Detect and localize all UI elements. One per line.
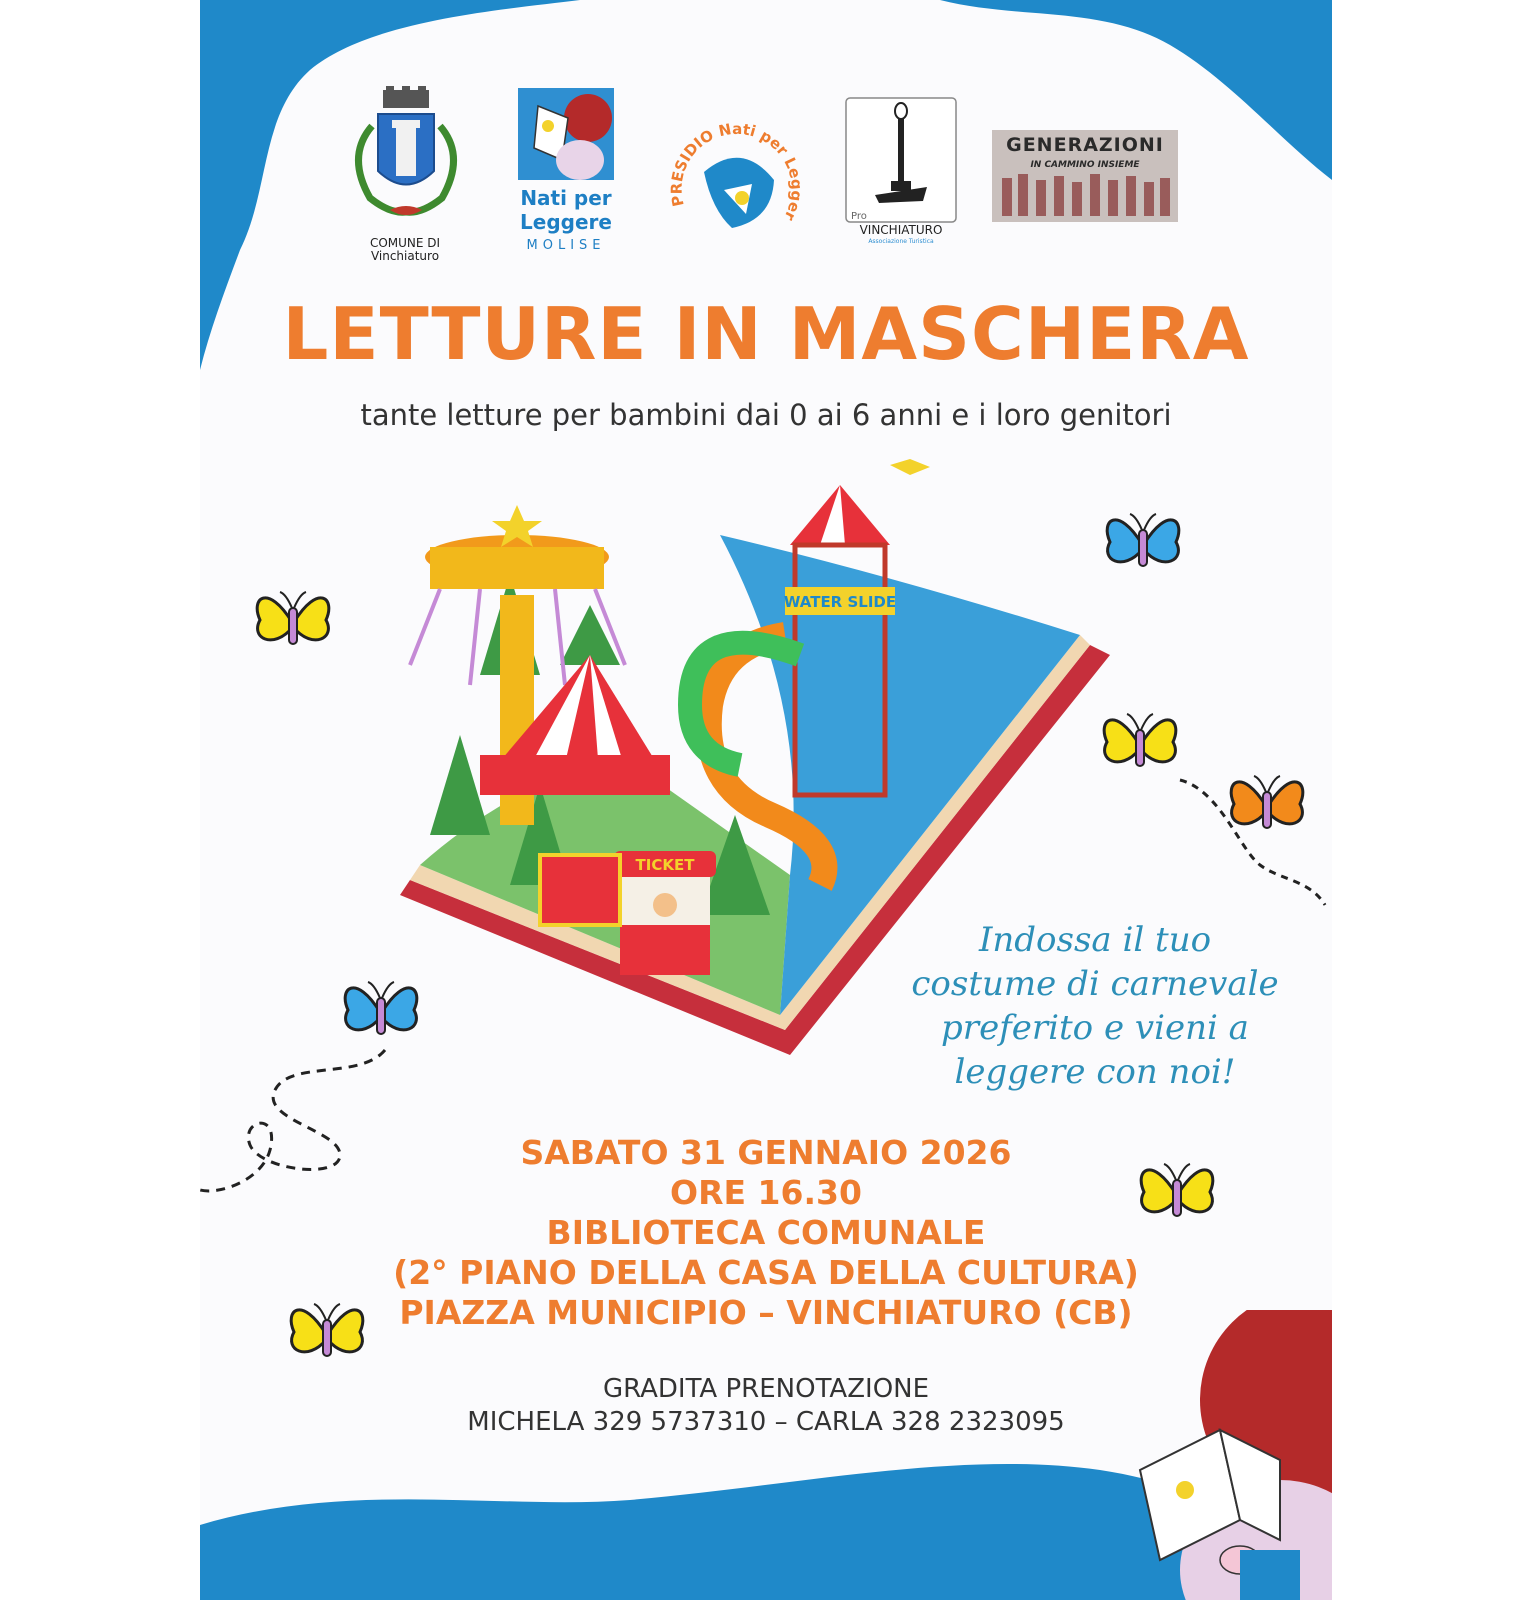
event-address: PIAZZA MUNICIPIO – VINCHIATURO (CB) — [399, 1293, 1133, 1332]
generazioni-title: GENERAZIONI — [1006, 134, 1164, 156]
generazioni-logo — [992, 130, 1178, 222]
event-time: ORE 16.30 — [670, 1173, 862, 1212]
booking-label: GRADITA PRENOTAZIONE — [602, 1374, 930, 1404]
proloco-sub: Associazione Turistica — [868, 238, 934, 245]
npl-line1: Nati per — [520, 186, 612, 210]
water-slide-sign: WATER SLIDE — [783, 593, 897, 611]
proloco-prefix: Pro — [851, 211, 867, 222]
invite-line-1: Indossa il tuo — [978, 920, 1212, 960]
booking-contacts: MICHELA 329 5737310 – CARLA 328 2323095 — [467, 1407, 1065, 1437]
generazioni-subtitle: IN CAMMINO INSIEME — [1030, 160, 1140, 170]
town-crest-icon — [340, 86, 470, 236]
butterfly-icon — [336, 968, 426, 1058]
event-poster — [200, 0, 1332, 1600]
butterfly-blue-left — [336, 968, 426, 1062]
npl-line2: Leggere — [520, 210, 612, 234]
invite-line-3: preferito e vieni a — [941, 1008, 1249, 1048]
butterfly-icon — [1098, 500, 1188, 590]
presidio-badge-icon — [662, 110, 812, 240]
event-details — [200, 1133, 1332, 1333]
comune-vinchiaturo-logo — [340, 86, 470, 266]
presidio-arc-text: PRESIDIO Nati per Legger — [667, 119, 806, 224]
butterfly-icon — [1095, 700, 1185, 790]
poster-subtitle: tante letture per bambini dai 0 ai 6 anni e i loro genitori — [360, 398, 1172, 432]
butterfly-blue-top-right — [1098, 500, 1188, 594]
comune-caption-line2: Vinchiaturo — [370, 249, 440, 263]
proloco-name: VINCHIATURO — [859, 223, 943, 237]
event-date: SABATO 31 GENNAIO 2026 — [520, 1133, 1012, 1172]
costume-invitation — [900, 918, 1290, 1094]
butterfly-icon — [248, 578, 338, 668]
reading-child-illustration — [1130, 1310, 1332, 1600]
nati-per-leggere-molise-logo — [512, 88, 620, 258]
event-venue: BIBLIOTECA COMUNALE — [546, 1213, 986, 1252]
butterfly-orange-right — [1222, 762, 1312, 856]
poster-title: LETTURE IN MASCHERA — [282, 292, 1250, 376]
presidio-npl-logo — [662, 110, 812, 240]
butterfly-yellow-left — [248, 578, 338, 672]
ticket-sign: TICKET — [635, 856, 695, 874]
butterfly-yellow-right — [1095, 700, 1185, 794]
invite-line-2: costume di carnevale — [911, 964, 1279, 1004]
npl-reader-icon — [518, 88, 614, 180]
comune-caption-line1: COMUNE DI — [369, 236, 441, 250]
pro-loco-lamp-icon — [845, 97, 957, 223]
invite-line-4: leggere con noi! — [954, 1052, 1236, 1092]
butterfly-icon — [1222, 762, 1312, 852]
pro-loco-vinchiaturo-logo — [845, 97, 957, 247]
npl-region: MOLISE — [526, 238, 606, 253]
event-floor: (2° PIANO DELLA CASA DELLA CULTURA) — [393, 1253, 1139, 1292]
